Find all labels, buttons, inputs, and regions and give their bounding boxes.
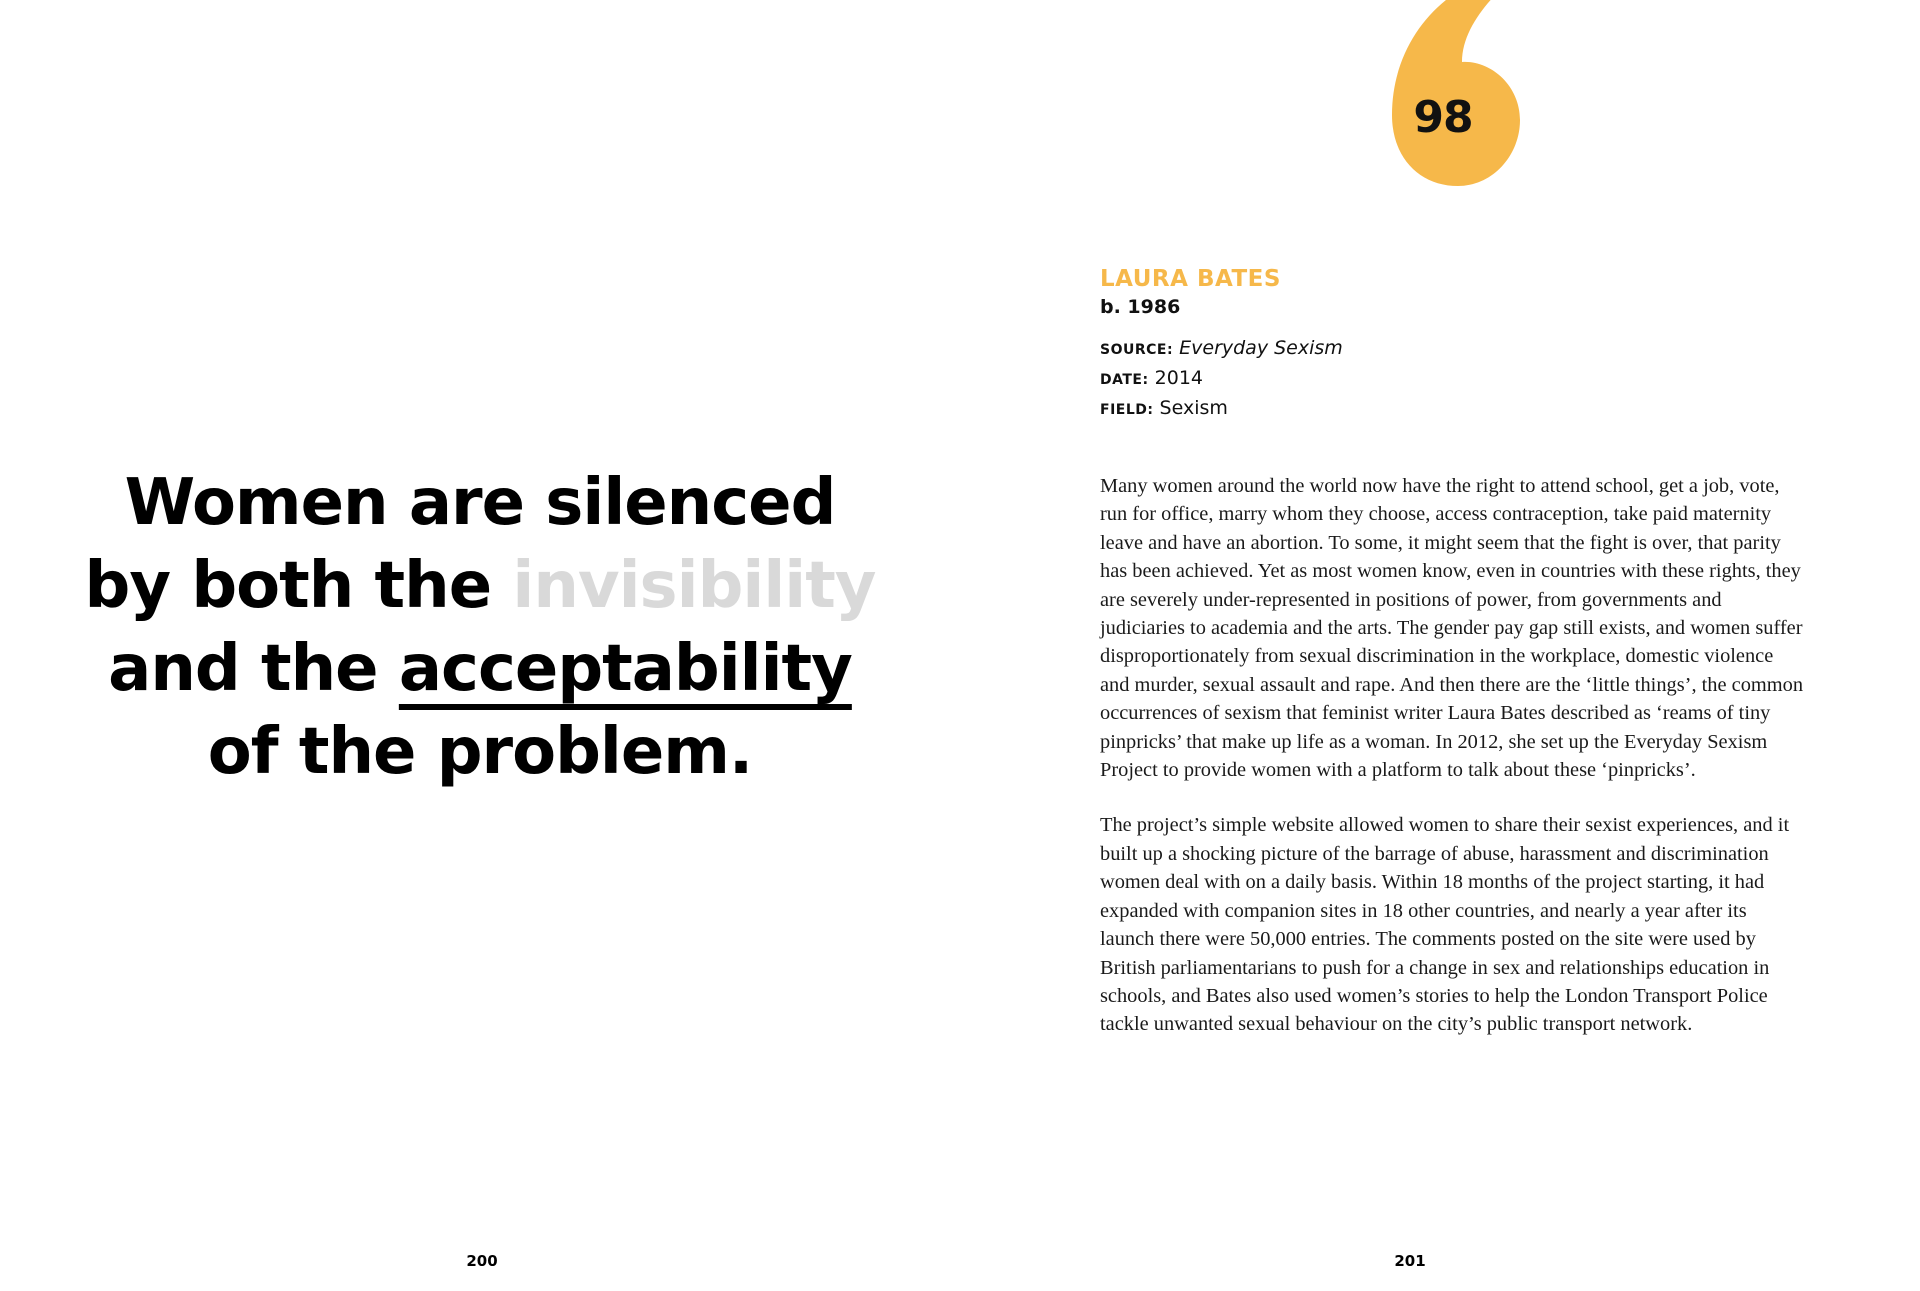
body-paragraph-2: The project’s simple website allowed women to share their sexist experiences, and it built up a shocking picture of the barrage of abuse, harassment and discrimination women deal with on a daily basis. Within 18 months of the project starting, it had expanded with companion sites in 18 other countries, and nearly a year after its launch there were 50,000 entries. The comments posted on the site were used by British parliamentarians to push for a change in sex and relationships education in schools, and Bates also used women’s stories to help the London Transport Police tackle unwanted sexual behaviour on the city’s public transport network.: [1100, 814, 1790, 1036]
quote-line-2-text: by both the: [84, 549, 513, 623]
body-text: [1100, 472, 1805, 1066]
meta-field: [1100, 394, 1343, 424]
date-value: 2014: [1154, 367, 1203, 389]
quote-underlined-word: acceptability: [398, 632, 852, 706]
source-label: SOURCE:: [1100, 342, 1174, 358]
entry-number: 98: [1413, 92, 1473, 143]
author-born: b. 1986: [1100, 296, 1181, 318]
meta-date: [1100, 364, 1343, 394]
meta-source: [1100, 334, 1343, 364]
quote-line-3-text: and the: [108, 632, 399, 706]
quote-line-4: of the problem.: [207, 715, 753, 789]
right-page: [960, 0, 1920, 1291]
pull-quote: [80, 462, 880, 794]
author-block: [1100, 264, 1343, 424]
author-name: LAURA BATES: [1100, 266, 1281, 292]
date-label: DATE:: [1100, 372, 1149, 388]
quote-line-3: [80, 628, 880, 711]
field-value: Sexism: [1159, 397, 1228, 419]
quote-line-2: [80, 545, 880, 628]
quote-faded-word: invisibility: [512, 549, 876, 623]
field-label: FIELD:: [1100, 402, 1154, 418]
page-number-left: 200: [466, 1252, 498, 1270]
body-paragraph-1: Many women around the world now have the right to attend school, get a job, vote, run for office, marry whom they choose, access contraception, take paid maternity leave and have an abortion. To some, it might seem that the fight is over, that parity has been achieved. Yet as most women know, even in countries with these rights, they are severely under-represented in positions of power, from governments and judiciaries to academia and the arts. The gender pay gap still exists, and women suffer disproportionately from sexual discrimination in the workplace, domestic violence and murder, sexual assault and rape. And then there are the ‘little things’, the common occurrences of sexism that feminist writer Laura Bates described as ‘reams of tiny pinpricks’ that make up life as a woman. In 2012, she set up the Everyday Sexism Project to provide women with a platform to talk about these ‘pinpricks’.: [1100, 475, 1804, 782]
source-value: Everyday Sexism: [1179, 337, 1343, 359]
quote-line-1: Women are silenced: [124, 466, 836, 540]
meta-list: [1100, 334, 1343, 424]
page-number-right: 201: [1394, 1252, 1426, 1270]
